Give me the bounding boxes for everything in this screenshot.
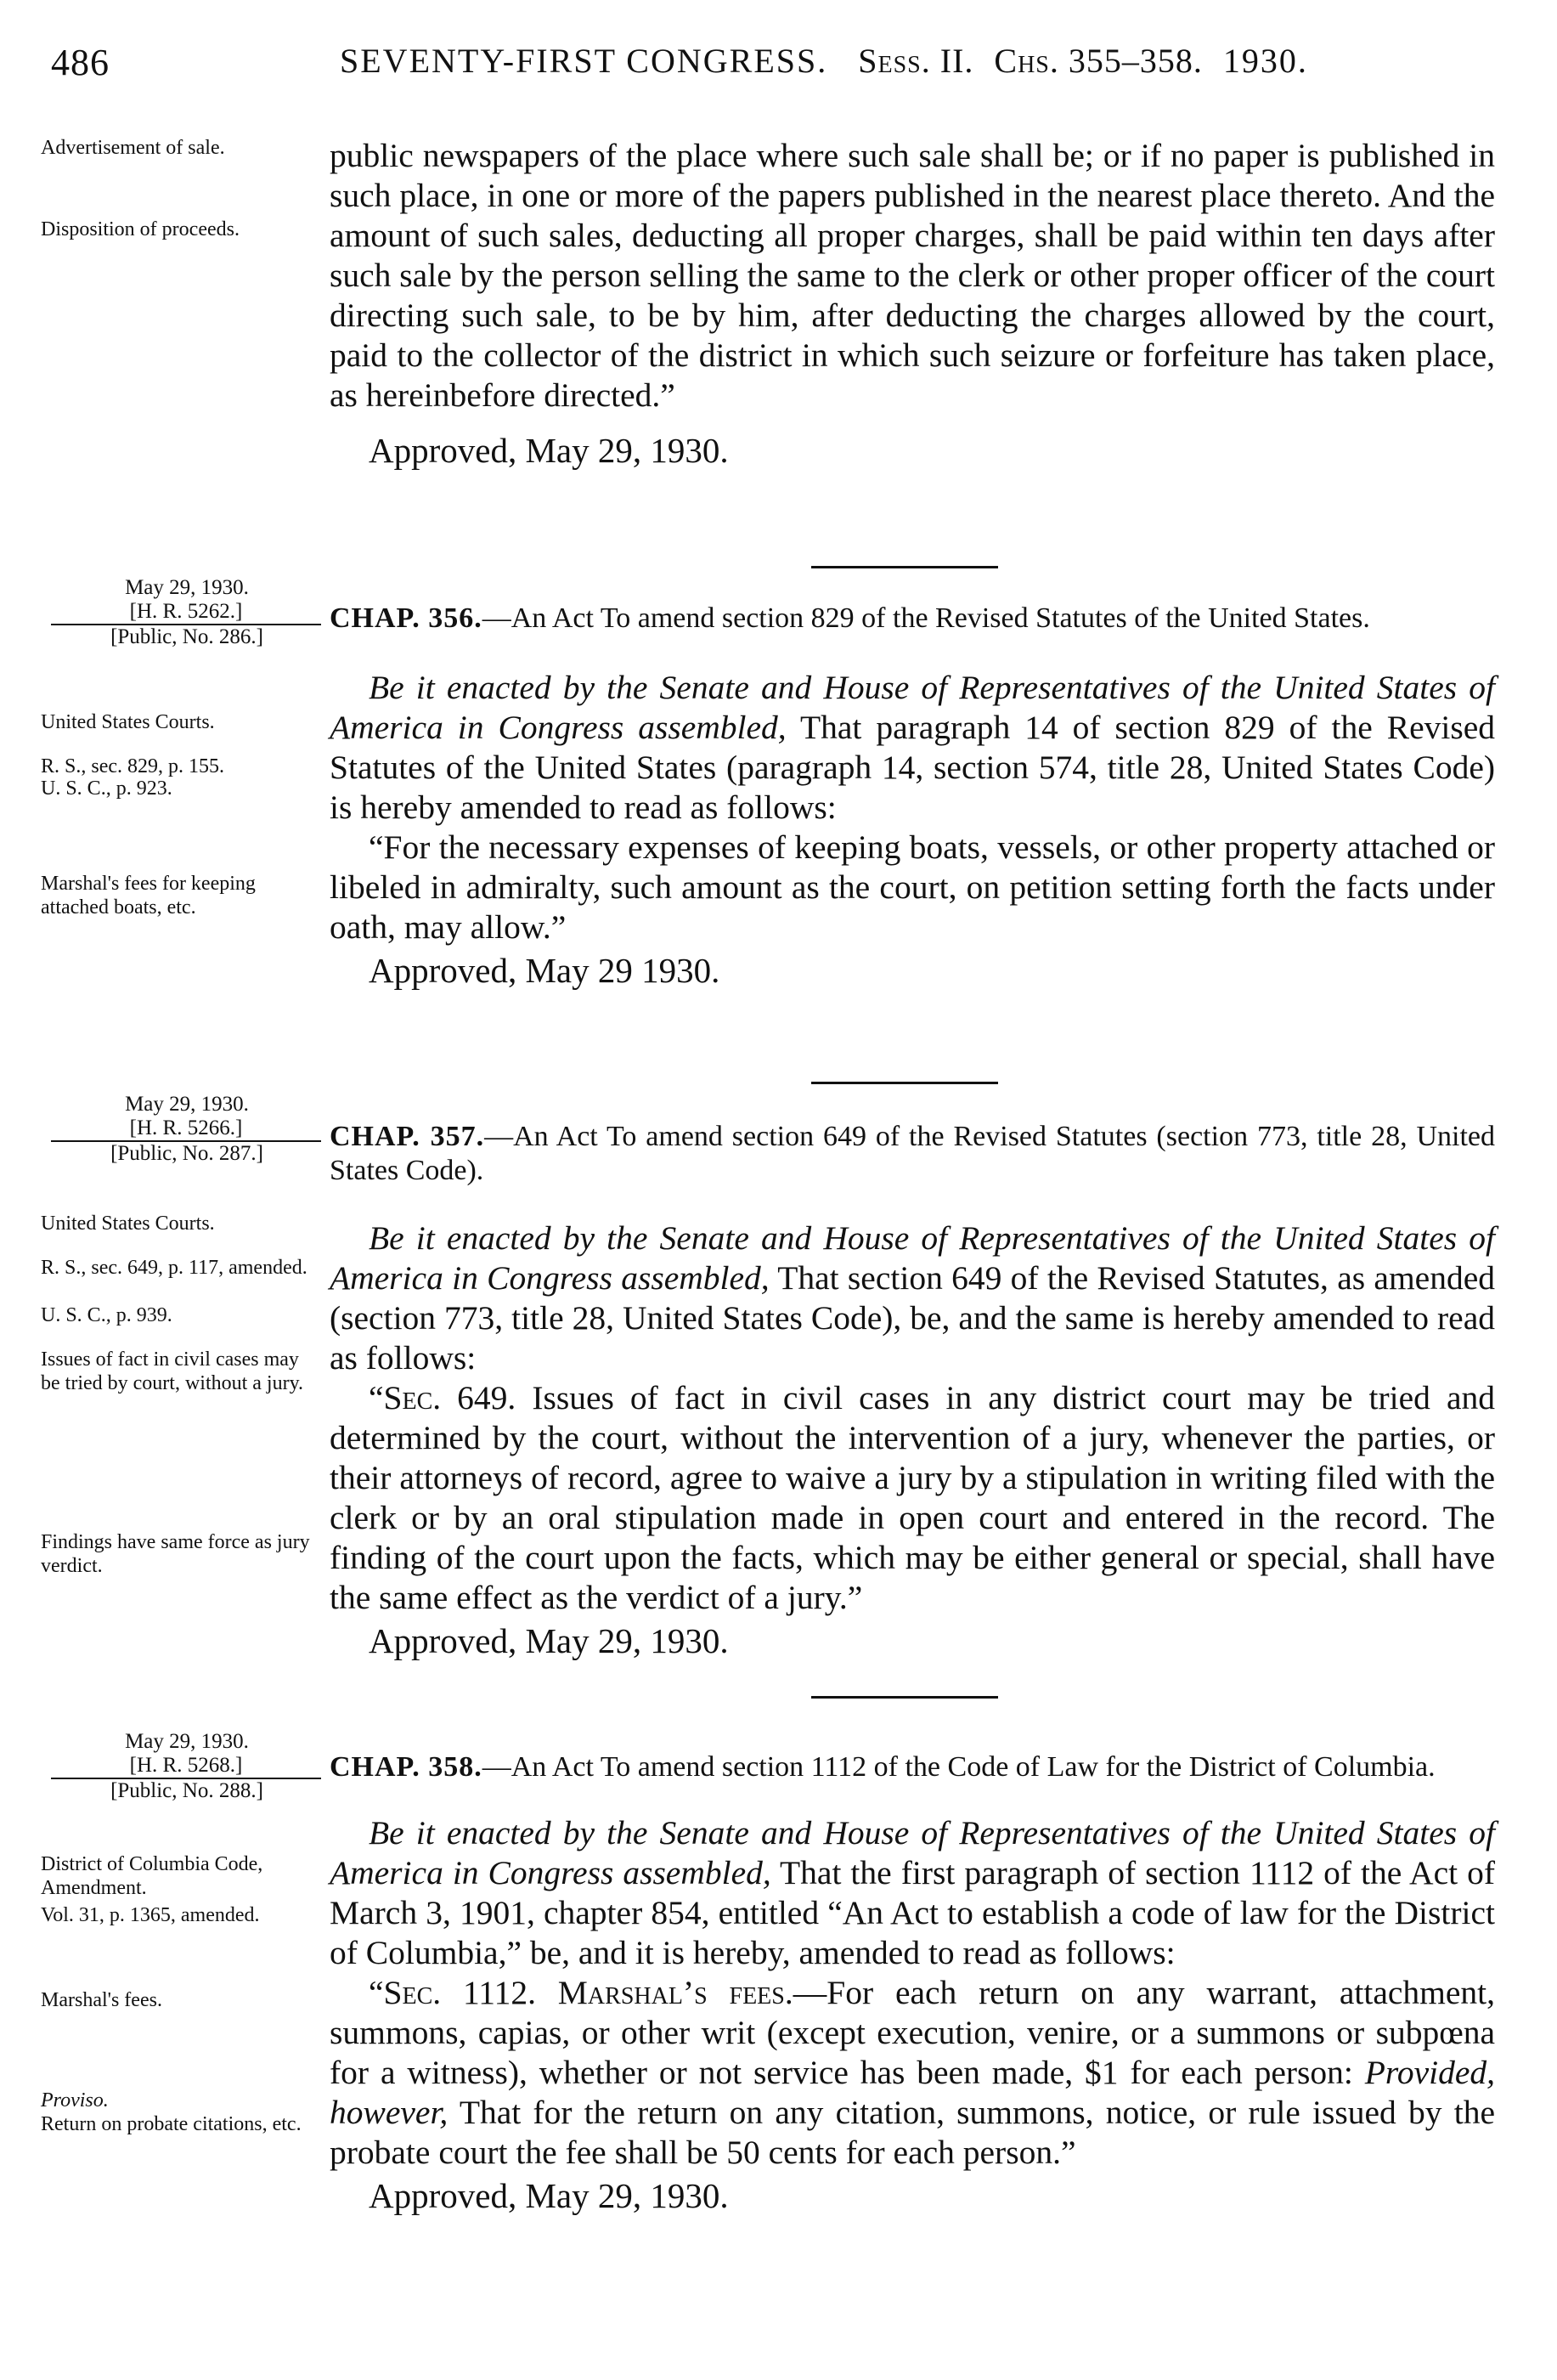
year-label: 1930.	[1222, 42, 1308, 80]
enactment-date: May 29, 1930.	[125, 576, 249, 599]
proviso-text: Provided, however,	[330, 2054, 1495, 2131]
body-text: Issues of fact in civil cases in any district court may be tried and determined by the court, without the intervention of a jury, whenever the parties, or their attorneys of record, agree to waive a jury by a stipulation in writing filed with the clerk or by an oral stipulation made in open court and entered in the record. The finding of the court upon the facts, which may be either general or special, shall have the same effect as the verdict of a jury.”	[330, 1379, 1495, 1616]
chapter-title: —An Act To amend section 829 of the Revised Statutes of the United States.	[482, 602, 1370, 634]
section-divider	[811, 566, 998, 568]
chapters-label: Chs. 355–358.	[994, 42, 1203, 80]
running-head	[340, 41, 1495, 81]
public-law-number: [Public, No. 287.]	[110, 1142, 263, 1165]
margin-note: Vol. 31, p. 1365, amended.	[41, 1904, 260, 1926]
margin-note: R. S., sec. 649, p. 117, amended.	[41, 1257, 307, 1279]
body-text: That section 649 of the Revised Statutes, as amended (section 773, title 28, United States Code), be, and the same is hereby amended to read as follows:	[330, 1259, 1495, 1377]
ch355-section	[330, 136, 1495, 471]
ch357-law-id	[51, 1093, 323, 1166]
running-header	[51, 41, 1495, 92]
ch357-title	[330, 1120, 1495, 1188]
ch356-approved: Approved, May 29 1930.	[369, 951, 720, 990]
margin-note: Return on probate citations, etc.	[41, 2113, 302, 2135]
ch356-law-id	[51, 576, 323, 649]
section-label: “Sec. 649.	[369, 1379, 516, 1416]
chapter-title: —An Act To amend section 1112 of the Code of Law for the District of Columbia.	[482, 1751, 1436, 1783]
margin-note: United States Courts.	[41, 711, 215, 733]
ch358-quoted-text	[330, 1973, 1495, 2173]
ch356-title	[330, 602, 1495, 636]
margin-note: Disposition of proceeds.	[41, 218, 240, 240]
section-divider	[811, 1082, 998, 1084]
enactment-date: May 29, 1930.	[125, 1093, 249, 1116]
chapter-label: CHAP. 357.	[330, 1121, 485, 1152]
enacting-clause: Be it enacted by the Senate and House of Representatives of the United States of America in Congress assembled,	[330, 1219, 1495, 1297]
margin-note: Advertisement of sale.	[41, 137, 225, 159]
margin-note: District of Columbia Code, Amendment.	[41, 1853, 263, 1899]
enacting-clause: Be it enacted by the Senate and House of Representatives of the United States of America in Congress assembled,	[330, 1814, 1495, 1891]
section-divider	[811, 1696, 998, 1699]
chapter-label: CHAP. 358.	[330, 1751, 482, 1783]
margin-note: U. S. C., p. 923.	[41, 777, 172, 800]
body-text: That paragraph 14 of section 829 of the Revised Statutes of the United States (paragraph 14, section 574, title 28, United States Code) is hereby amended to read as follows:	[330, 709, 1495, 826]
ch357-approved: Approved, May 29, 1930.	[369, 1621, 729, 1660]
section-label: “Sec. 1112.	[369, 1974, 536, 2011]
margin-note: United States Courts.	[41, 1213, 215, 1235]
body-text: That the first paragraph of section 1112 of the Act of March 3, 1901, chapter 854, entitled “An Act to establish a code of law for the District of Columbia,” be, and it is hereby, amended to read as follows:	[330, 1854, 1495, 1971]
margin-note: U. S. C., p. 939.	[41, 1304, 172, 1326]
ch356-quoted-text: “For the necessary expenses of keeping boats, vessels, or other property attached or libeled in admiralty, such amount as the court, on petition setting forth the facts under oath, may allow.”	[330, 828, 1495, 946]
enactment-date: May 29, 1930.	[125, 1730, 249, 1753]
ch358-law-id	[51, 1730, 323, 1803]
chapter-label: CHAP. 356.	[330, 602, 482, 634]
margin-note: Issues of fact in civil cases may be tried by court, without a jury.	[41, 1348, 304, 1394]
ch358-enacting	[330, 1813, 1495, 1973]
ch356-section	[330, 602, 1495, 991]
ch356-enacting	[330, 668, 1495, 828]
margin-note: Findings have same force as jury verdict.	[41, 1531, 310, 1577]
chapter-title: —An Act To amend section 649 of the Revised Statutes (section 773, title 28, United States Code).	[330, 1121, 1495, 1186]
ch358-title	[330, 1750, 1495, 1784]
session-label: Sess. II.	[858, 42, 974, 80]
margin-note: Marshal's fees for keeping attached boats, etc.	[41, 873, 256, 919]
ch355-approved: Approved, May 29, 1930.	[369, 431, 729, 470]
section-heading: Marshal’s fees.	[557, 1974, 793, 2011]
body-text: —For each return on any warrant, attachment, summons, capias, or other writ (except execution, venire, or a summons or subpœna for a witness), whether or not service has been made, $1 for each person:	[330, 1974, 1495, 2091]
ch357-quoted-text	[330, 1378, 1495, 1618]
bill-number: [H. R. 5266.]	[51, 1117, 321, 1142]
enacting-clause: Be it enacted by the Senate and House of Representatives of the United States of America in Congress assembled,	[330, 669, 1495, 746]
bill-number: [H. R. 5268.]	[51, 1754, 321, 1779]
margin-note: Marshal's fees.	[41, 1989, 162, 2011]
ch357-section	[330, 1120, 1495, 1661]
bill-number: [H. R. 5262.]	[51, 600, 321, 625]
ch357-enacting	[330, 1218, 1495, 1378]
public-law-number: [Public, No. 288.]	[110, 1779, 263, 1802]
public-law-number: [Public, No. 286.]	[110, 625, 263, 648]
ch358-approved: Approved, May 29, 1930.	[369, 2176, 729, 2215]
margin-note: Proviso.	[41, 2089, 109, 2111]
page-number: 486	[51, 42, 110, 83]
ch355-body: public newspapers of the place where such sale shall be; or if no paper is published in such place, in one or more of the papers published in the nearest place thereto. And the amount of such sales, deducting all proper charges, shall be paid within ten days after such sale by the person selling the same to the clerk or other proper officer of the court directing such sale, to be by him, after deducting the charges allowed by the court, paid to the collector of the district in which such seizure or forfeiture has taken place, as hereinbefore directed.”	[330, 137, 1495, 414]
body-text: That for the return on any citation, summons, notice, or rule issued by the probate court the fee shall be 50 cents for each person.”	[330, 2094, 1495, 2171]
congress-name: SEVENTY-FIRST CONGRESS.	[340, 42, 828, 80]
ch358-section	[330, 1750, 1495, 2216]
margin-note: R. S., sec. 829, p. 155.	[41, 755, 224, 777]
